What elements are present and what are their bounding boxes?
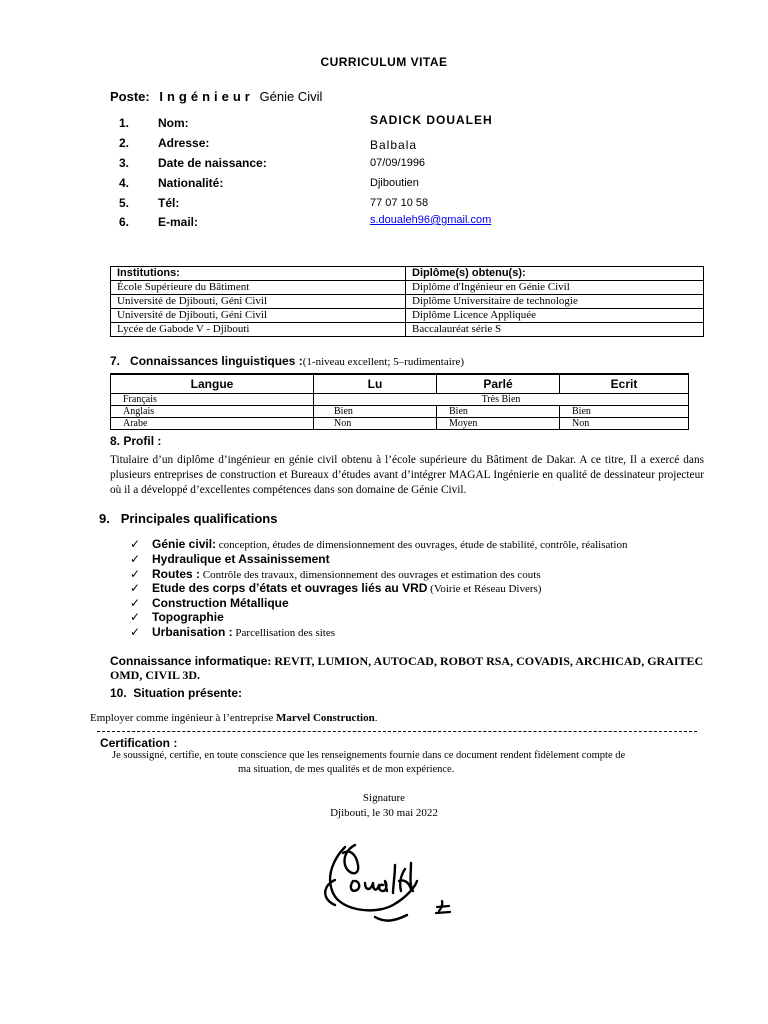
certification-heading: Certification : [100, 736, 178, 750]
languages-header: Parlé [437, 374, 560, 394]
languages-heading [110, 354, 464, 368]
qualification-label: Hydraulique et Assainissement [152, 552, 330, 566]
table-row [111, 309, 704, 323]
qualifications-heading [99, 511, 277, 526]
personal-address-value: Balbala [370, 138, 418, 152]
level-cell: Moyen [437, 418, 560, 430]
checkmark-icon: ✓ [130, 596, 141, 610]
signature-place-date: Djibouti, le 30 mai 2022 [330, 807, 438, 819]
level-cell: Bien [437, 406, 560, 418]
checkmark-icon: ✓ [130, 581, 141, 595]
qualification-desc: conception, études de dimensionnement des ouvrages, étude de stabilité, contrôle, réalisation [216, 539, 628, 551]
personal-label: Date de naissance: [158, 156, 267, 170]
institution-cell: Lycée de Gabode V - Djibouti [111, 323, 406, 337]
table-row [111, 323, 704, 337]
qualification-label: Topographie [152, 610, 224, 624]
qualification-desc: (Voirie et Réseau Divers) [427, 583, 542, 595]
language-cell: Anglais [111, 406, 314, 418]
personal-row-tel [0, 196, 768, 214]
languages-header: Langue [111, 374, 314, 394]
languages-header: Lu [314, 374, 437, 394]
personal-label: Nom: [158, 116, 189, 130]
checkmark-icon: ✓ [130, 625, 141, 639]
page-title: CURRICULUM VITAE [320, 55, 448, 69]
qualification-desc: Parcellisation des sites [232, 627, 336, 639]
personal-num: 1. [119, 116, 130, 130]
handwritten-signature [315, 835, 475, 930]
situation-text [90, 712, 377, 724]
certification-line2: ma situation, de mes qualités et de mon expérience. [238, 764, 455, 775]
institution-cell: Université de Djibouti, Géni Civil [111, 295, 406, 309]
qualification-label: Génie civil: [152, 537, 217, 551]
table-row [111, 406, 689, 418]
personal-nationality-value: Djiboutien [370, 177, 419, 189]
checkmark-icon: ✓ [130, 567, 141, 581]
personal-row-adresse [0, 136, 768, 154]
personal-label: E-mail: [158, 215, 199, 229]
list-item [130, 596, 289, 611]
personal-row-nom [0, 113, 768, 134]
profil-heading [110, 434, 161, 448]
situation-heading [110, 686, 242, 700]
table-row [111, 394, 689, 406]
table-row [111, 281, 704, 295]
level-cell: Non [314, 418, 437, 430]
personal-label: Adresse: [158, 136, 210, 150]
level-cell: Très Bien [314, 394, 689, 406]
email-link[interactable]: s.doualeh96@gmail.com [370, 214, 492, 226]
list-item [130, 610, 224, 625]
section-number: 10. [110, 686, 127, 700]
list-item [130, 625, 335, 640]
section-title: Profil : [123, 434, 162, 448]
personal-row-email [0, 215, 768, 233]
level-cell: Non [560, 418, 689, 430]
personal-num: 3. [119, 156, 130, 170]
divider [97, 731, 697, 732]
personal-num: 2. [119, 136, 130, 150]
poste-line [110, 89, 322, 104]
diploma-cell: Diplôme Universitaire de technologie [406, 295, 704, 309]
personal-row-nationalite [0, 176, 768, 194]
table-row [111, 295, 704, 309]
personal-phone-value: 77 07 10 58 [370, 197, 429, 209]
diploma-cell: Baccalauréat série S [406, 323, 704, 337]
signature-label: Signature [362, 792, 406, 804]
personal-name-value: SADICK DOUALEH [370, 113, 493, 127]
level-cell: Bien [560, 406, 689, 418]
section-number: 9. [99, 511, 110, 526]
qualification-desc: Contrôle des travaux, dimensionnement des ouvrages et estimation des couts [200, 569, 541, 581]
checkmark-icon: ✓ [130, 610, 141, 624]
personal-num: 6. [119, 215, 130, 229]
qualification-label: Routes : [152, 567, 200, 581]
section-title: Situation présente: [133, 686, 243, 700]
profil-text: Titulaire d’un diplôme d’ingénieur en génie civil obtenu à l’école supérieure du Bâtiment de Dakar. A ce titre, Il a exercé dans plusieurs entreprises de construction et Bureaux d’études avant d’intégrer MAGAL Ingénierie en qualité de dessinateur projecteur où il a développé d’excellentes compétences dans son domaine de Génie Civil. [110, 454, 704, 496]
list-item [130, 552, 330, 567]
section-number: 7. [110, 354, 121, 368]
poste-label: Poste: [110, 89, 150, 104]
languages-header-row [111, 374, 689, 394]
poste-value-spaced: Ingénieur [159, 89, 254, 104]
section-title: Connaissances linguistiques : [130, 354, 303, 368]
checkmark-icon: ✓ [130, 537, 141, 551]
personal-label: Tél: [158, 196, 180, 210]
qualification-label: Etude des corps d’états et ouvrages liés au VRD [152, 581, 428, 595]
education-header: Diplôme(s) obtenu(s): [406, 267, 704, 281]
computer-skills-value: : REVIT, LUMION, AUTOCAD, ROBOT RSA, COVADIS, ARCHICAD, GRAITEC OMD, CIVIL 3D. [110, 654, 704, 682]
language-cell: Arabe [111, 418, 314, 430]
qualification-label: Urbanisation : [152, 625, 233, 639]
diploma-cell: Diplôme d'Ingénieur en Génie Civil [406, 281, 704, 295]
computer-skills-label: Connaissance informatique [110, 654, 268, 668]
personal-label: Nationalité: [158, 176, 224, 190]
institution-cell: Université de Djibouti, Géni Civil [111, 309, 406, 323]
poste-value: Génie Civil [259, 89, 323, 104]
languages-table [110, 373, 689, 430]
section-title: Principales qualifications [120, 511, 278, 526]
languages-note: (1-niveau excellent; 5–rudimentaire) [302, 356, 465, 368]
level-cell: Bien [314, 406, 437, 418]
list-item [130, 581, 541, 596]
computer-skills [110, 654, 710, 682]
diploma-cell: Diplôme Licence Appliquée [406, 309, 704, 323]
situation-text-before: Employer comme ingénieur à l’entreprise [90, 712, 277, 724]
certification-line1: Je soussigné, certifie, en toute conscience que les renseignements fournie dans ce document rendent fidèlement compte de [112, 750, 626, 761]
section-number: 8. [110, 434, 121, 448]
table-row [111, 418, 689, 430]
personal-num: 5. [119, 196, 130, 210]
language-cell: Français [111, 394, 314, 406]
personal-row-naissance [0, 156, 768, 174]
qualification-label: Construction Métallique [152, 596, 289, 610]
situation-company: Marvel Construction [276, 712, 375, 724]
list-item [130, 537, 628, 552]
education-header: Institutions: [111, 267, 406, 281]
personal-birthdate-value: 07/09/1996 [370, 157, 426, 169]
languages-header: Ecrit [560, 374, 689, 394]
education-header-row [111, 267, 704, 281]
list-item [130, 567, 541, 582]
institution-cell: École Supérieure du Bâtiment [111, 281, 406, 295]
education-table [110, 266, 704, 337]
personal-num: 4. [119, 176, 130, 190]
checkmark-icon: ✓ [130, 552, 141, 566]
situation-text-after: . [374, 712, 378, 724]
